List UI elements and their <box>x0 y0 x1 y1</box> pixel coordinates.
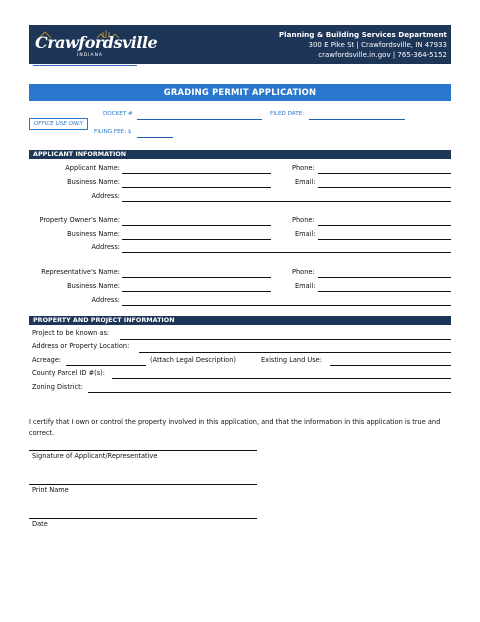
department-contact: crawfordsville.in.gov | 765-364-5152 <box>318 51 447 59</box>
certification-statement: I certify that I own or control the property involved in this application, and that the information in this application is true and correct. <box>29 418 441 437</box>
rep-phone-label: Phone: <box>292 268 315 276</box>
header-band <box>29 25 451 64</box>
date-label: Date <box>32 520 48 528</box>
docket-field[interactable] <box>137 119 262 120</box>
applicant-business-field[interactable] <box>122 187 271 188</box>
county-parcel-label: County Parcel ID #(s): <box>32 369 105 377</box>
property-location-field[interactable] <box>139 352 451 353</box>
project-known-as-field[interactable] <box>120 339 451 340</box>
project-known-as-label: Project to be known as: <box>32 329 110 337</box>
property-location-label: Address or Property Location: <box>32 342 130 350</box>
department-name: Planning & Building Services Department <box>278 30 447 39</box>
rep-address-label: Address: <box>91 296 120 304</box>
rep-business-label: Business Name: <box>67 282 120 290</box>
signature-label: Signature of Applicant/Representative <box>32 452 158 460</box>
owner-address-field[interactable] <box>122 252 451 253</box>
rep-business-field[interactable] <box>122 291 271 292</box>
office-use-only-label: OFFICE USE ONLY <box>29 118 88 130</box>
applicant-section-header: APPLICANT INFORMATION <box>29 150 451 159</box>
owner-name-label: Property Owner's Name: <box>39 216 120 224</box>
department-address: 300 E Pike St | Crawfordsville, IN 47933 <box>308 41 447 49</box>
rep-name-label: Representative's Name: <box>41 268 120 276</box>
filed-date-field[interactable] <box>309 119 405 120</box>
owner-email-field[interactable] <box>318 239 451 240</box>
owner-email-label: Email: <box>295 230 316 238</box>
logo-wordmark: Crawfordsville <box>35 33 158 52</box>
applicant-phone-field[interactable] <box>318 173 451 174</box>
owner-address-label: Address: <box>91 243 120 251</box>
owner-business-label: Business Name: <box>67 230 120 238</box>
owner-business-field[interactable] <box>122 239 271 240</box>
rep-address-field[interactable] <box>122 305 451 306</box>
filed-date-label: FILED DATE: <box>270 111 305 117</box>
print-name-field[interactable] <box>29 484 257 485</box>
acreage-field[interactable] <box>66 365 146 366</box>
owner-name-field[interactable] <box>122 225 271 226</box>
print-name-label: Print Name <box>32 486 69 494</box>
existing-land-use-field[interactable] <box>330 365 451 366</box>
applicant-name-label: Applicant Name: <box>65 164 120 172</box>
property-section-header: PROPERTY AND PROJECT INFORMATION <box>29 316 451 325</box>
applicant-email-field[interactable] <box>318 187 451 188</box>
form-title: GRADING PERMIT APPLICATION <box>29 84 451 101</box>
logo-underline <box>33 65 137 66</box>
county-parcel-field[interactable] <box>112 378 451 379</box>
logo-subtitle: INDIANA <box>77 53 104 58</box>
applicant-phone-label: Phone: <box>292 164 315 172</box>
applicant-business-label: Business Name: <box>67 178 120 186</box>
applicant-name-field[interactable] <box>122 173 271 174</box>
rep-email-field[interactable] <box>318 291 451 292</box>
date-field[interactable] <box>29 518 257 519</box>
applicant-address-label: Address: <box>91 192 120 200</box>
zoning-district-label: Zoning District: <box>32 383 83 391</box>
existing-land-use-label: Existing Land Use: <box>261 356 322 364</box>
acreage-label: Acreage: <box>32 356 62 364</box>
attach-legal-note: (Attach Legal Description) <box>150 356 236 364</box>
filing-fee-label: FILING FEE: $ <box>94 129 132 135</box>
zoning-district-field[interactable] <box>88 392 451 393</box>
rep-phone-field[interactable] <box>318 277 451 278</box>
rep-name-field[interactable] <box>122 277 271 278</box>
applicant-address-field[interactable] <box>122 201 451 202</box>
docket-label: DOCKET # <box>103 111 133 117</box>
applicant-email-label: Email: <box>295 178 316 186</box>
owner-phone-label: Phone: <box>292 216 315 224</box>
owner-phone-field[interactable] <box>318 225 451 226</box>
rep-email-label: Email: <box>295 282 316 290</box>
signature-field[interactable] <box>29 450 257 451</box>
filing-fee-field[interactable] <box>137 137 173 138</box>
